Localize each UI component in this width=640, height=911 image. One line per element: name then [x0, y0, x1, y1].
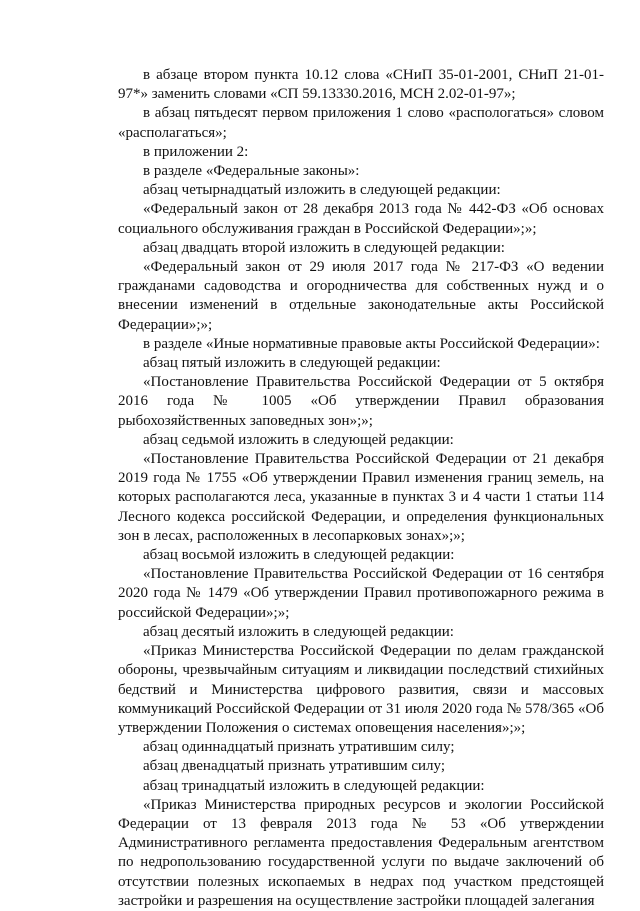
paragraph-5: абзац четырнадцатый изложить в следующей редакции: [143, 182, 501, 199]
paragraph-14: абзац восьмой изложить в следующей редакции: [143, 547, 455, 564]
paragraph-20: абзац тринадцатый изложить в следующей редакции: [143, 777, 485, 794]
paragraph-1: в абзаце втором пункта 10.12 слова «СНиП 35-01-2001, СНиП 21-01-97*» заменить словами «СП 59.13330.2016, МСН 2.02-01-97»; [118, 67, 604, 103]
paragraph-12: абзац седьмой изложить в следующей редакции: [143, 431, 454, 448]
paragraph-10: абзац пятый изложить в следующей редакции: [143, 355, 441, 372]
paragraph-2: в абзац пятьдесят первом приложения 1 слово «распологаться» словом «располагаться»; [118, 105, 604, 141]
paragraph-19: абзац двенадцатый признать утратившим силу; [143, 758, 446, 775]
paragraph-17: «Приказ Министерства Российской Федерации по делам гражданской обороны, чрезвычайным ситуациям и ликвидации последствий стихийных бедствий и Министерства цифрового развития, связи и массовых коммуникаций Российской Федерации от 31 июля 2020 года № 578/365 «Об утверждении Положения о системах оповещения населения»;»; [118, 643, 604, 736]
document-page [118, 66, 604, 911]
paragraph-11: «Постановление Правительства Российской Федерации от 5 октября 2016 года № 1005 «Об утверждении Правил образования рыбохозяйственных заповедных зон»;»; [118, 374, 604, 429]
paragraph-18: абзац одиннадцатый признать утратившим силу; [143, 739, 455, 756]
paragraph-16: абзац десятый изложить в следующей редакции: [143, 623, 454, 640]
paragraph-8: «Федеральный закон от 29 июля 2017 года № 217-ФЗ «О ведении гражданами садоводства и огородничества для собственных нужд и о внесении изменений в отдельные законодательные акты Российской Федерации»;»; [118, 259, 604, 333]
paragraph-21: «Приказ Министерства природных ресурсов и экологии Российской Федерации от 13 февраля 2013 года № 53 «Об утверждении Административного регламента предоставления Федеральным агентством по недропользованию государственной услуги по выдаче заключений об отсутствии полезных ископаемых в недрах под участком предстоящей застройки и разрешения на осуществление застройки площадей залегания [118, 796, 604, 909]
paragraph-3: в приложении 2: [143, 143, 249, 160]
paragraph-13: «Постановление Правительства Российской Федерации от 21 декабря 2019 года № 1755 «Об утверждении Правил изменения границ земель, на которых располагаются леса, указанные в пунктах 3 и 4 части 1 статьи 114 Лесного кодекса российской Федерации, и определения функциональных зон в лесах, расположенных в лесопарковых зонах»;»; [118, 451, 604, 544]
paragraph-15: «Постановление Правительства Российской Федерации от 16 сентября 2020 года № 1479 «Об утверждении Правил противопожарного режима в российской Федерации»;»; [118, 566, 604, 621]
paragraph-6: «Федеральный закон от 28 декабря 2013 года № 442-ФЗ «Об основах социального обслуживания граждан в Российской Федерации»;»; [118, 201, 604, 237]
paragraph-7: абзац двадцать второй изложить в следующей редакции: [143, 239, 505, 256]
paragraph-9: в разделе «Иные нормативные правовые акты Российской Федерации»: [143, 335, 600, 352]
paragraph-4: в разделе «Федеральные законы»: [143, 163, 360, 180]
